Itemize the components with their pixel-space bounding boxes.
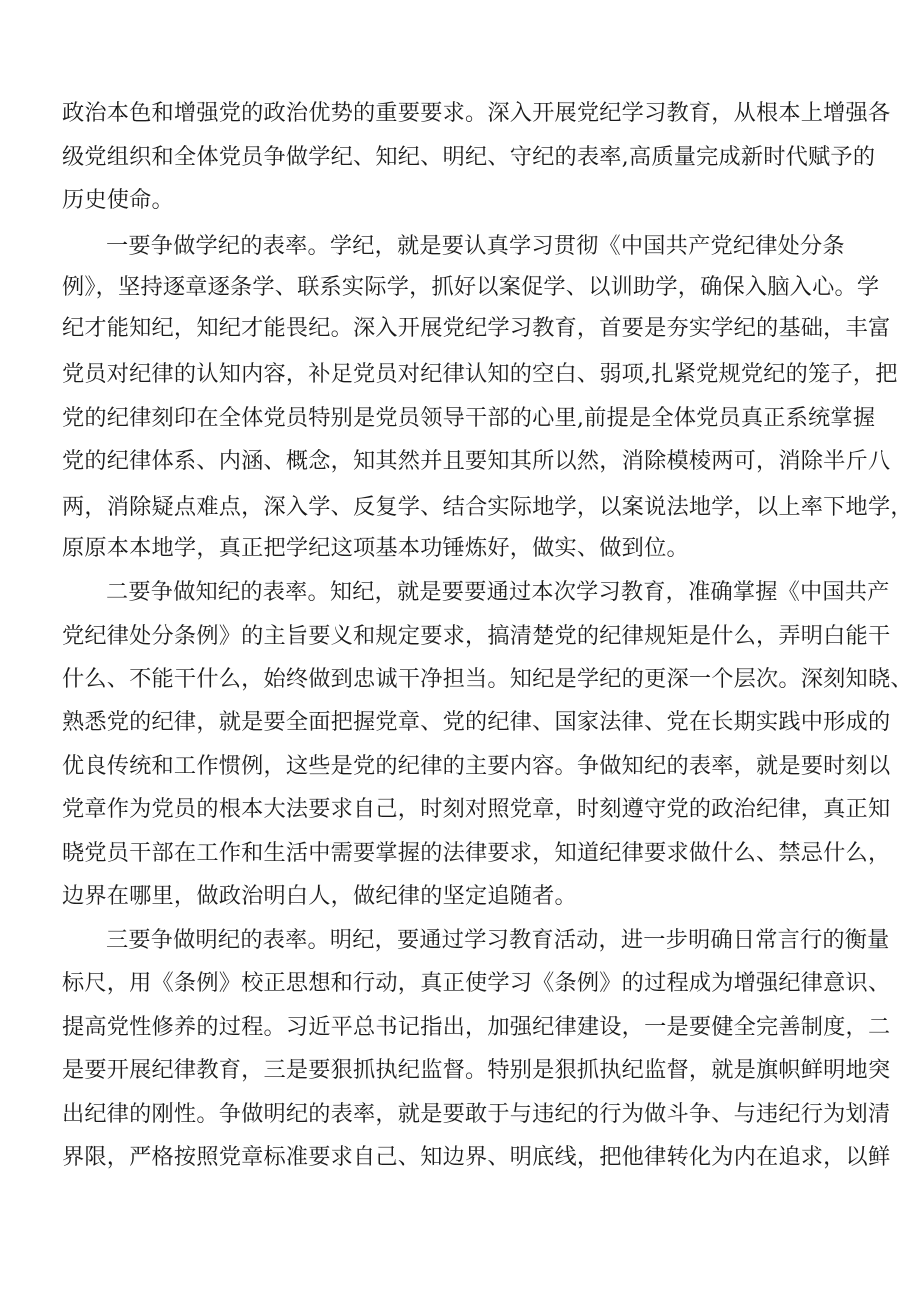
text-line: 党章作为党员的根本大法要求自己，时刻对照党章，时刻遵守党的政治纪律，真正知: [62, 796, 891, 822]
text-line: 界限，严格按照党章标准要求自己、知边界、明底线，把他律转化为内在追求，以鲜: [62, 1144, 891, 1170]
text-line: 党的纪律刻印在全体党员特别是党员领导干部的心里,前提是全体党员真正系统掌握: [62, 405, 876, 431]
text-line: 级党组织和全体党员争做学纪、知纪、明纪、守纪的表率,高质量完成新时代赋予的: [62, 144, 876, 170]
text-line: 晓党员干部在工作和生活中需要掌握的法律要求，知道纪律要求做什么、禁忌什么，: [62, 840, 891, 866]
text-line: 边界在哪里，做政治明白人，做纪律的坚定追随者。: [62, 883, 577, 909]
text-line: 党纪律处分条例》的主旨要义和规定要求，搞清楚党的纪律规矩是什么，弄明白能干: [62, 623, 891, 649]
text-line: 历史使命。: [62, 187, 174, 213]
text-line: 三要争做明纪的表率。明纪，要通过学习教育活动，进一步明确日常言行的衡量: [106, 927, 890, 953]
text-line: 标尺，用《条例》校正思想和行动，真正使学习《条例》的过程成为增强纪律意识、: [62, 970, 891, 996]
text-line: 是要开展纪律教育，三是要狠抓执纪监督。特别是狠抓执纪监督，就是旗帜鲜明地突: [62, 1057, 891, 1083]
text-line: 二要争做知纪的表率。知纪，就是要要通过本次学习教育，准确掌握《中国共产: [106, 579, 890, 605]
text-line: 出纪律的刚性。争做明纪的表率，就是要敢于与违纪的行为做斗争、与违纪行为划清: [62, 1101, 891, 1127]
text-line: 原原本本地学，真正把学纪这项基本功锤炼好，做实、做到位。: [62, 535, 689, 561]
text-line: 党的纪律体系、内涵、概念，知其然并且要知其所以然，消除模棱两可，消除半斤八: [62, 448, 891, 474]
text-line: 优良传统和工作惯例，这些是党的纪律的主要内容。争做知纪的表率，就是要时刻以: [62, 753, 891, 779]
text-line: 党员对纪律的认知内容，补足党员对纪律认知的空白、弱项,扎紧党规党纪的笼子，把: [62, 361, 898, 387]
text-line: 提高党性修养的过程。习近平总书记指出，加强纪律建设，一是要健全完善制度，二: [62, 1014, 891, 1040]
text-line: 政治本色和增强党的政治优势的重要要求。深入开展党纪学习教育，从根本上增强各: [62, 100, 891, 126]
text-line: 纪才能知纪，知纪才能畏纪。深入开展党纪学习教育，首要是夯实学纪的基础，丰富: [62, 315, 891, 341]
text-line: 熟悉党的纪律，就是要全面把握党章、党的纪律、国家法律、党在长期实践中形成的: [62, 709, 891, 735]
text-line: 一要争做学纪的表率。学纪，就是要认真学习贯彻《中国共产党纪律处分条: [106, 233, 845, 259]
text-line: 例》，坚持逐章逐条学、联系实际学，抓好以案促学、以训助学，确保入脑入心。学: [62, 274, 880, 300]
text-line: 两，消除疑点难点，深入学、反复学、结合实际地学，以案说法地学，以上率下地学，: [62, 494, 913, 520]
text-line: 什么、不能干什么，始终做到忠诚干净担当。知纪是学纪的更深一个层次。深刻知晓、: [62, 666, 913, 692]
